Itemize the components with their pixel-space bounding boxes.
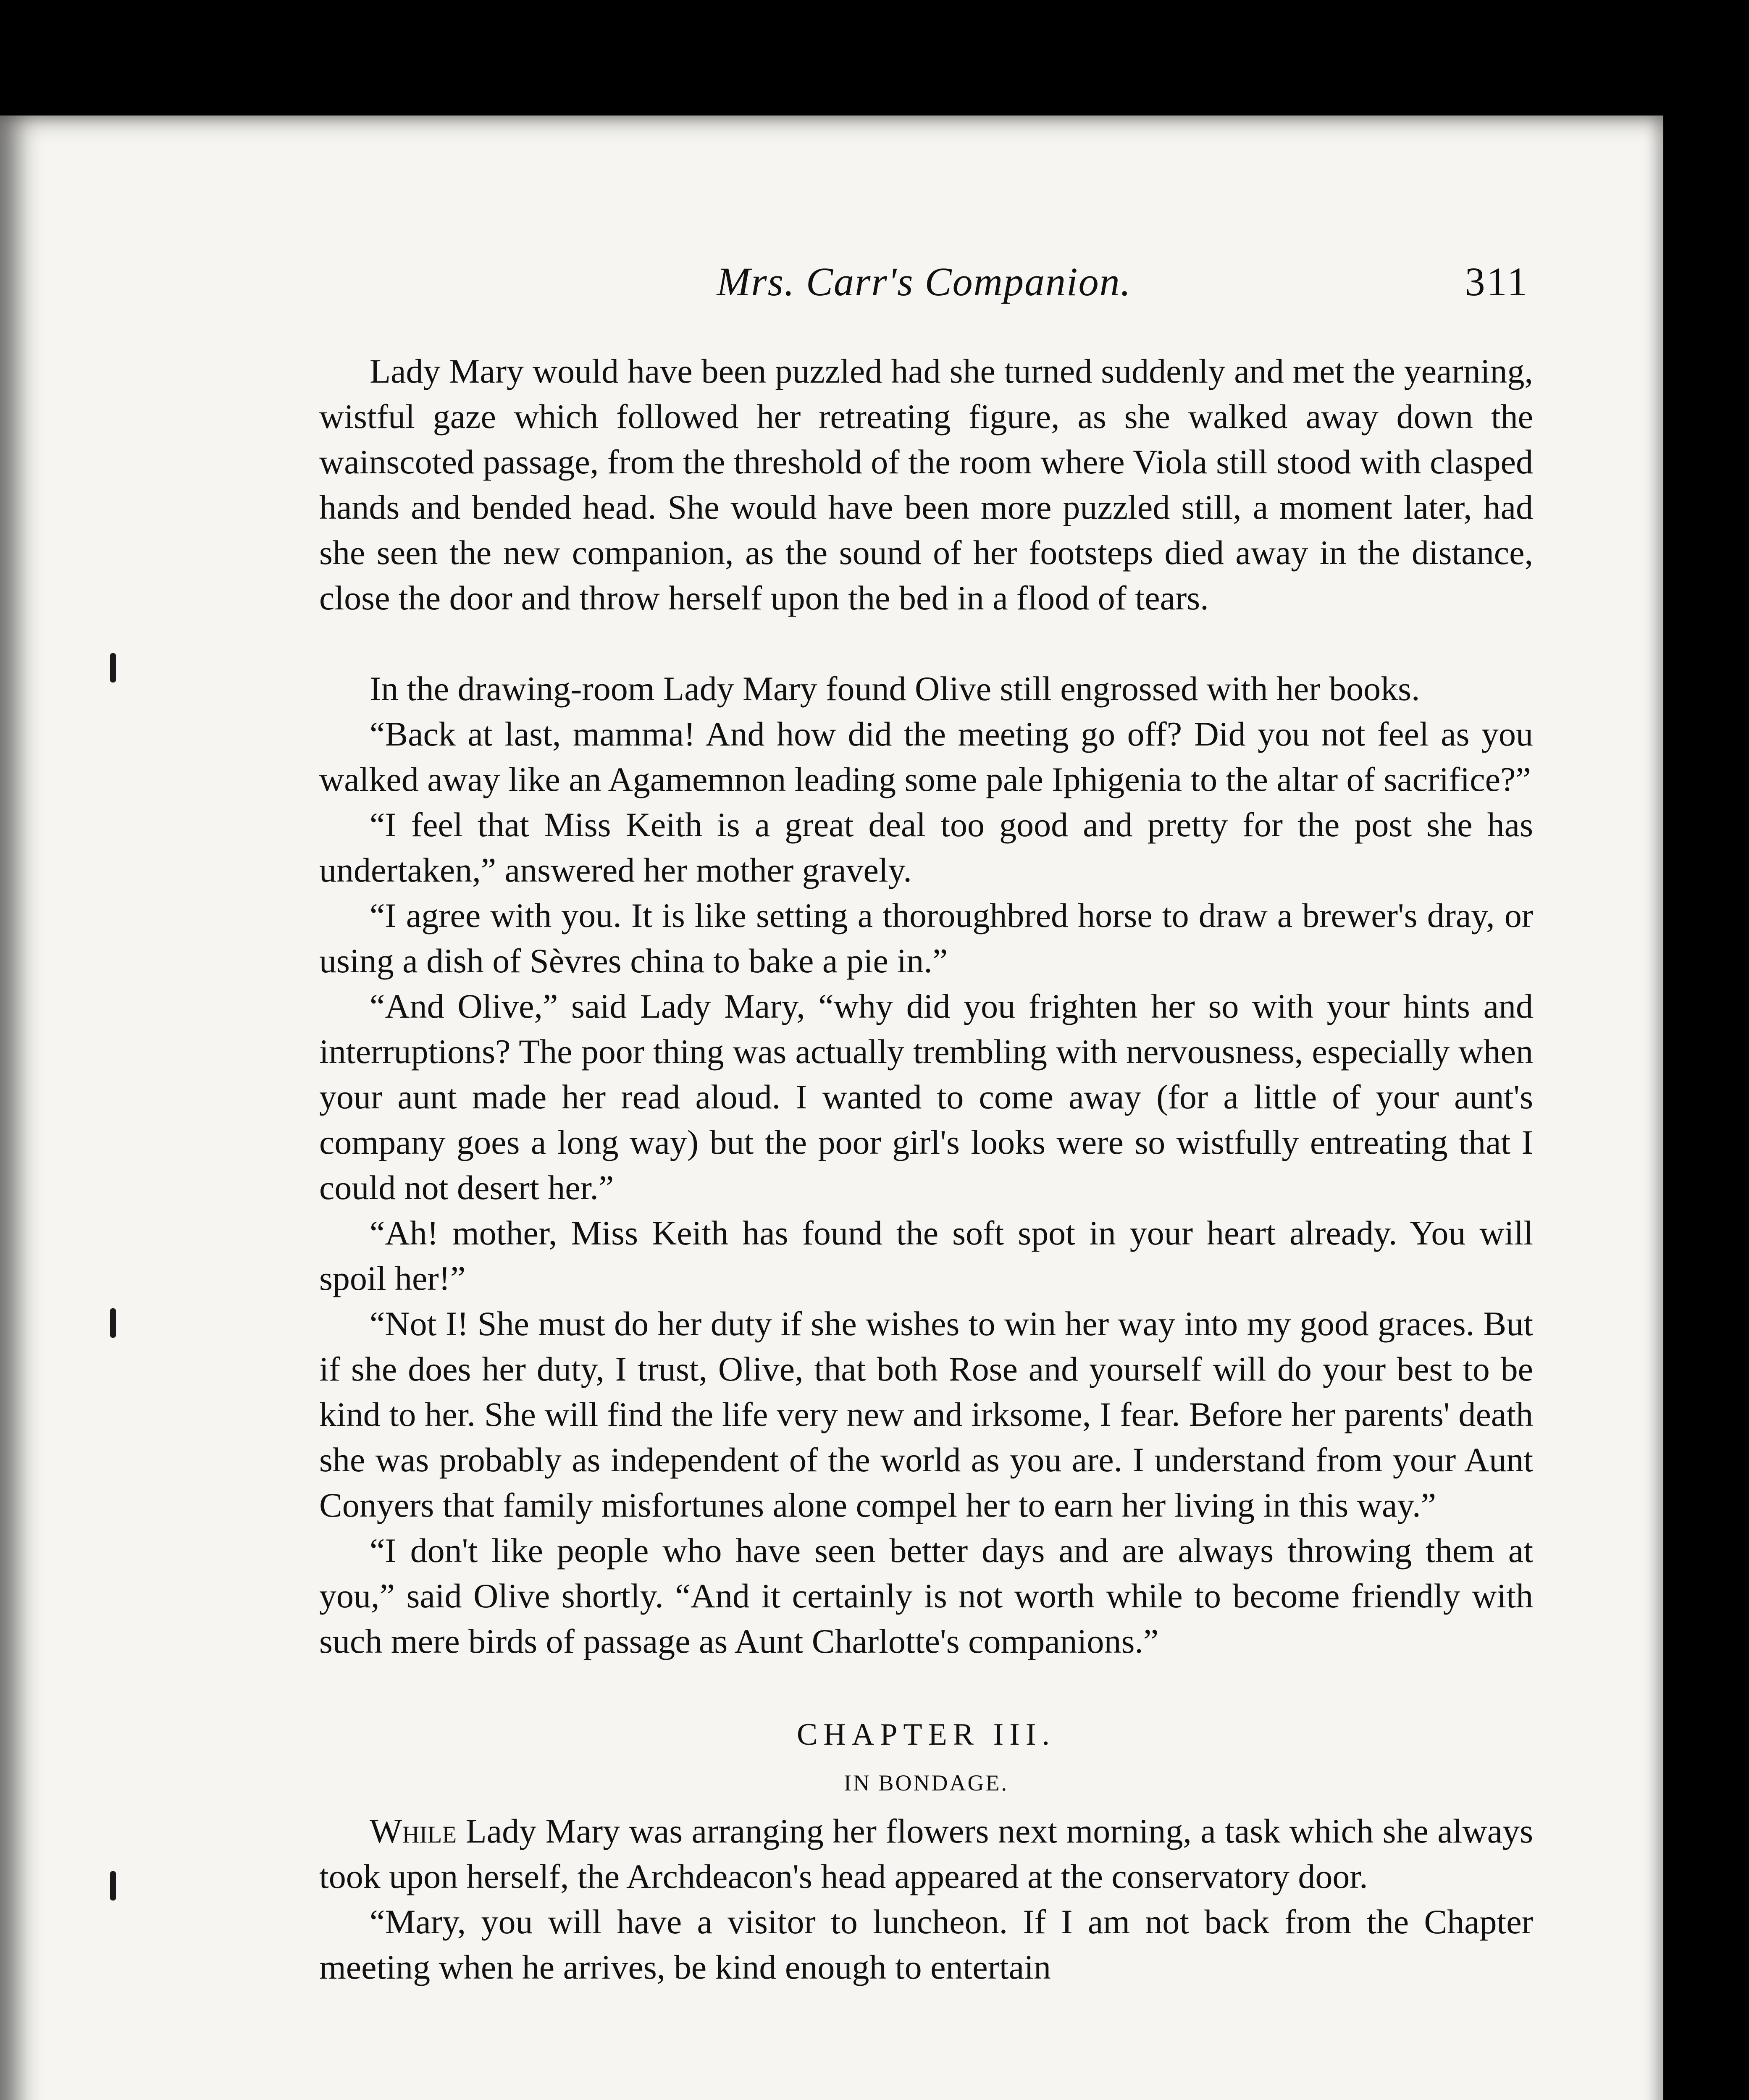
running-title: Mrs. Carr's Companion. (717, 259, 1132, 304)
paragraph: In the drawing-room Lady Mary found Olive still engrossed with her books. (370, 669, 1420, 708)
opening-word: While (370, 1812, 457, 1850)
binding-thread-mark (110, 1871, 116, 1900)
paragraph: “I feel that Miss Keith is a great deal too good and pretty for the post she has undertaken,” answered her mother gravely. (319, 806, 1533, 889)
chapter-opening-paragraph (319, 1809, 1533, 1899)
running-head (319, 258, 1529, 304)
binding-thread-mark (110, 653, 116, 682)
paragraph: “Not I! She must do her duty if she wishes to win her way into my good graces. But if she does her duty, I trust, Olive, that both Rose and yourself will do your best to be kind to her. She will find the life very new and irksome, I fear. Before her parents' death she was probably as independent of the world as you are. I understand from your Aunt Conyers that family misfortunes alone compel her to earn her living in this way.” (319, 1305, 1533, 1524)
chapter-subtitle: IN BONDAGE. (844, 1770, 1008, 1796)
opening-paragraph-text: Lady Mary was arranging her flowers next morning, a task which she always took upon herself, the Archdeacon's head appeared at the conservatory door. (319, 1812, 1533, 1895)
paragraph: Lady Mary would have been puzzled had she turned suddenly and met the yearning, wistful gaze which followed her retreating figure, as she walked away down the wainscoted passage, from the threshold of the room where Viola still stood with clasped hands and bended head. She would have been more puzzled still, a moment later, had she seen the new companion, as the sound of her footsteps died away in the distance, close the door and throw herself upon the bed in a flood of tears. (319, 352, 1533, 617)
paragraph: “Mary, you will have a visitor to luncheon. If I am not back from the Chapter meeting when he arrives, be kind enough to entertain (319, 1903, 1533, 1986)
binding-thread-mark (110, 1308, 116, 1338)
chapter-heading: CHAPTER III. (796, 1717, 1056, 1752)
body-text (319, 349, 1533, 1990)
paragraph: “I agree with you. It is like setting a thoroughbred horse to draw a brewer's dray, or using a dish of Sèvres china to bake a pie in.” (319, 896, 1533, 980)
paragraph: “I don't like people who have seen better days and are always throwing them at you,” said Olive shortly. “And it certainly is not worth while to become friendly with such mere birds of passage as Aunt Charlotte's companions.” (319, 1531, 1533, 1660)
page-number: 311 (1465, 259, 1529, 304)
paragraph: “Back at last, mamma! And how did the meeting go off? Did you not feel as you walked away like an Agamemnon leading some pale Iphigenia to the altar of sacrifice?” (319, 715, 1533, 798)
paragraph: “Ah! mother, Miss Keith has found the soft spot in your heart already. You will spoil her!” (319, 1214, 1533, 1297)
paragraph: “And Olive,” said Lady Mary, “why did you frighten her so with your hints and interruptions? The poor thing was actually trembling with nervousness, especially when your aunt made her read aloud. I wanted to come away (for a little of your aunt's company goes a long way) but the poor girl's looks were so wistfully entreating that I could not desert her.” (319, 987, 1533, 1207)
